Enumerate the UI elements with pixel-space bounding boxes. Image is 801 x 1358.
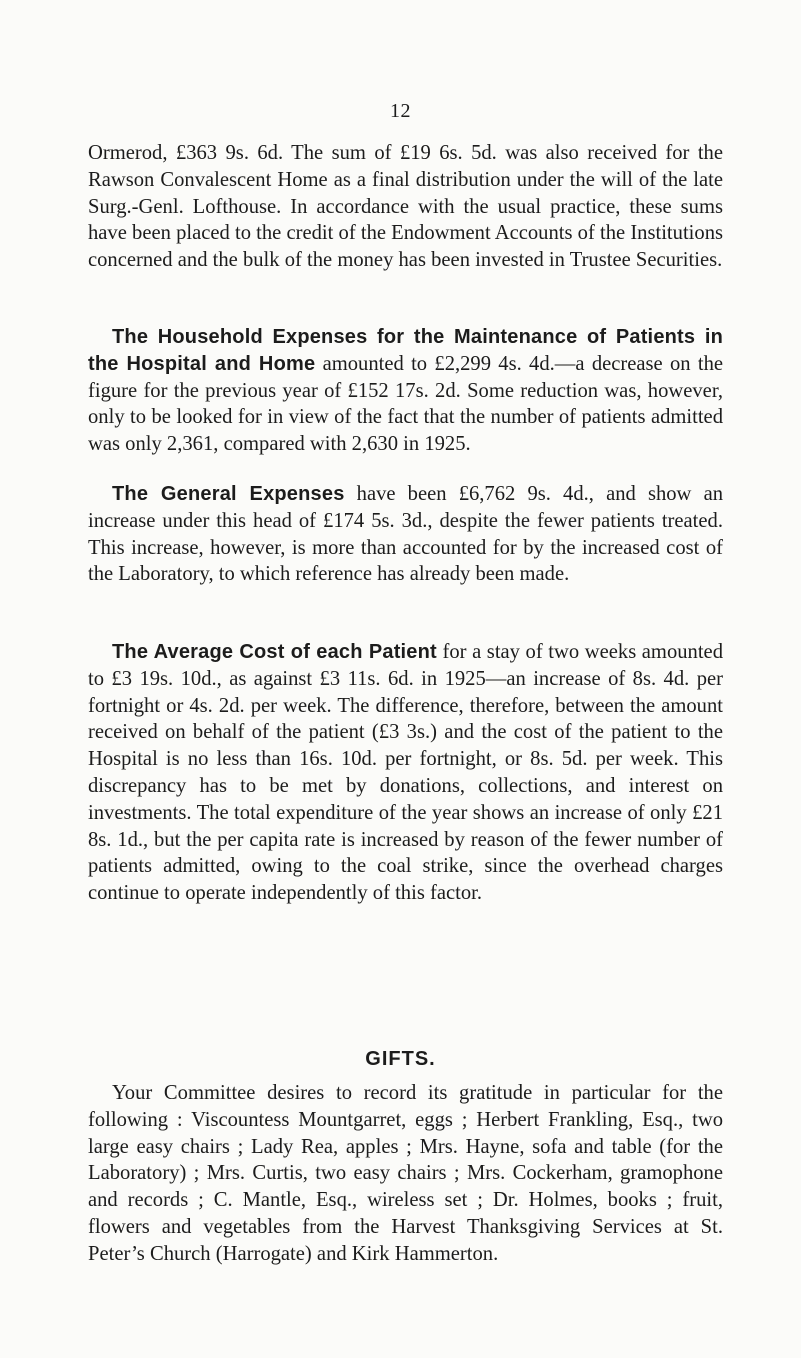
section-heading-gifts: GIFTS. bbox=[365, 1048, 436, 1070]
paragraph-body-general-expenses: have been £6,762 9s. 4d., and show an increase under this head of £174 5s. 3d., despite the fewer patients treated. This increase, however, is more than accounted for by the increased cost of the Laboratory, to which reference has already been made. bbox=[88, 483, 724, 586]
paragraph-gifts: Your Committee desires to record its gratitude in particular for the following : Viscountess Mountgarret, eggs ; Herbert Frankling, Esq., two large easy chairs ; Lady Rea, apples ; Mrs. Hayne, sofa and table (for the Laboratory) ; Mrs. Curtis, two easy chairs ; Mrs. Cockerham, gramophone and records ; C. Mantle, Esq., wireless set ; Dr. Holmes, books ; fruit, flowers and vegetables from the Harvest Thanksgiving Services at St. Peter’s Church (Harrogate) and Kirk Hammerton. bbox=[88, 1082, 723, 1265]
run-in-heading-household-expenses: The Household Expenses for the Maintenance of Patients in the Hospital and Home bbox=[88, 326, 723, 375]
paragraph-household-expenses bbox=[88, 324, 723, 458]
paragraph-endowment-accounts: Ormerod, £363 9s. 6d. The sum of £19 6s. 5d. was also received for the Rawson Convalescent Home as a final distribution under the will of the late Surg.-Genl. Lofthouse. In accordance with the usual practice, these sums have been placed to the credit of the Endowment Accounts of the Institutions concerned and the bulk of the money has been invested in Trustee Securities. bbox=[88, 142, 723, 272]
paragraph-average-cost bbox=[88, 639, 723, 907]
paragraph-body-average-cost: for a stay of two weeks amounted to £3 19s. 10d., as against £3 11s. 6d. in 1925—an increase of 8s. 4d. per fortnight or 4s. 2d. per week. The difference, therefore, between the amount received on behalf of the patient (£3 3s.) and the cost of the patient to the Hospital is no less than 16s. 10d. per fortnight, or 8s. 5d. per week. This discrepancy has to be met by donations, collections, and interest on investments. The total expenditure of the year shows an increase of only £21 8s. 1d., but the per capita rate is increased by reason of the fewer number of patients admitted, owing to the coal strike, since the overhead charges continue to operate independently of this factor. bbox=[88, 641, 723, 905]
paragraph-body-household-expenses: amounted to £2,299 4s. 4d.—a decrease on the figure for the previous year of £152 17s. 2d. Some reduction was, however, only to be looked for in view of the fact that the number of patients admitted was only 2,361, compared with 2,630 in 1925. bbox=[88, 352, 724, 456]
run-in-heading-average-cost: The Average Cost of each Patient bbox=[112, 641, 437, 663]
paragraph-general-expenses bbox=[88, 481, 723, 588]
page-number: 12 bbox=[390, 100, 411, 122]
run-in-heading-general-expenses: The General Expenses bbox=[112, 483, 345, 505]
